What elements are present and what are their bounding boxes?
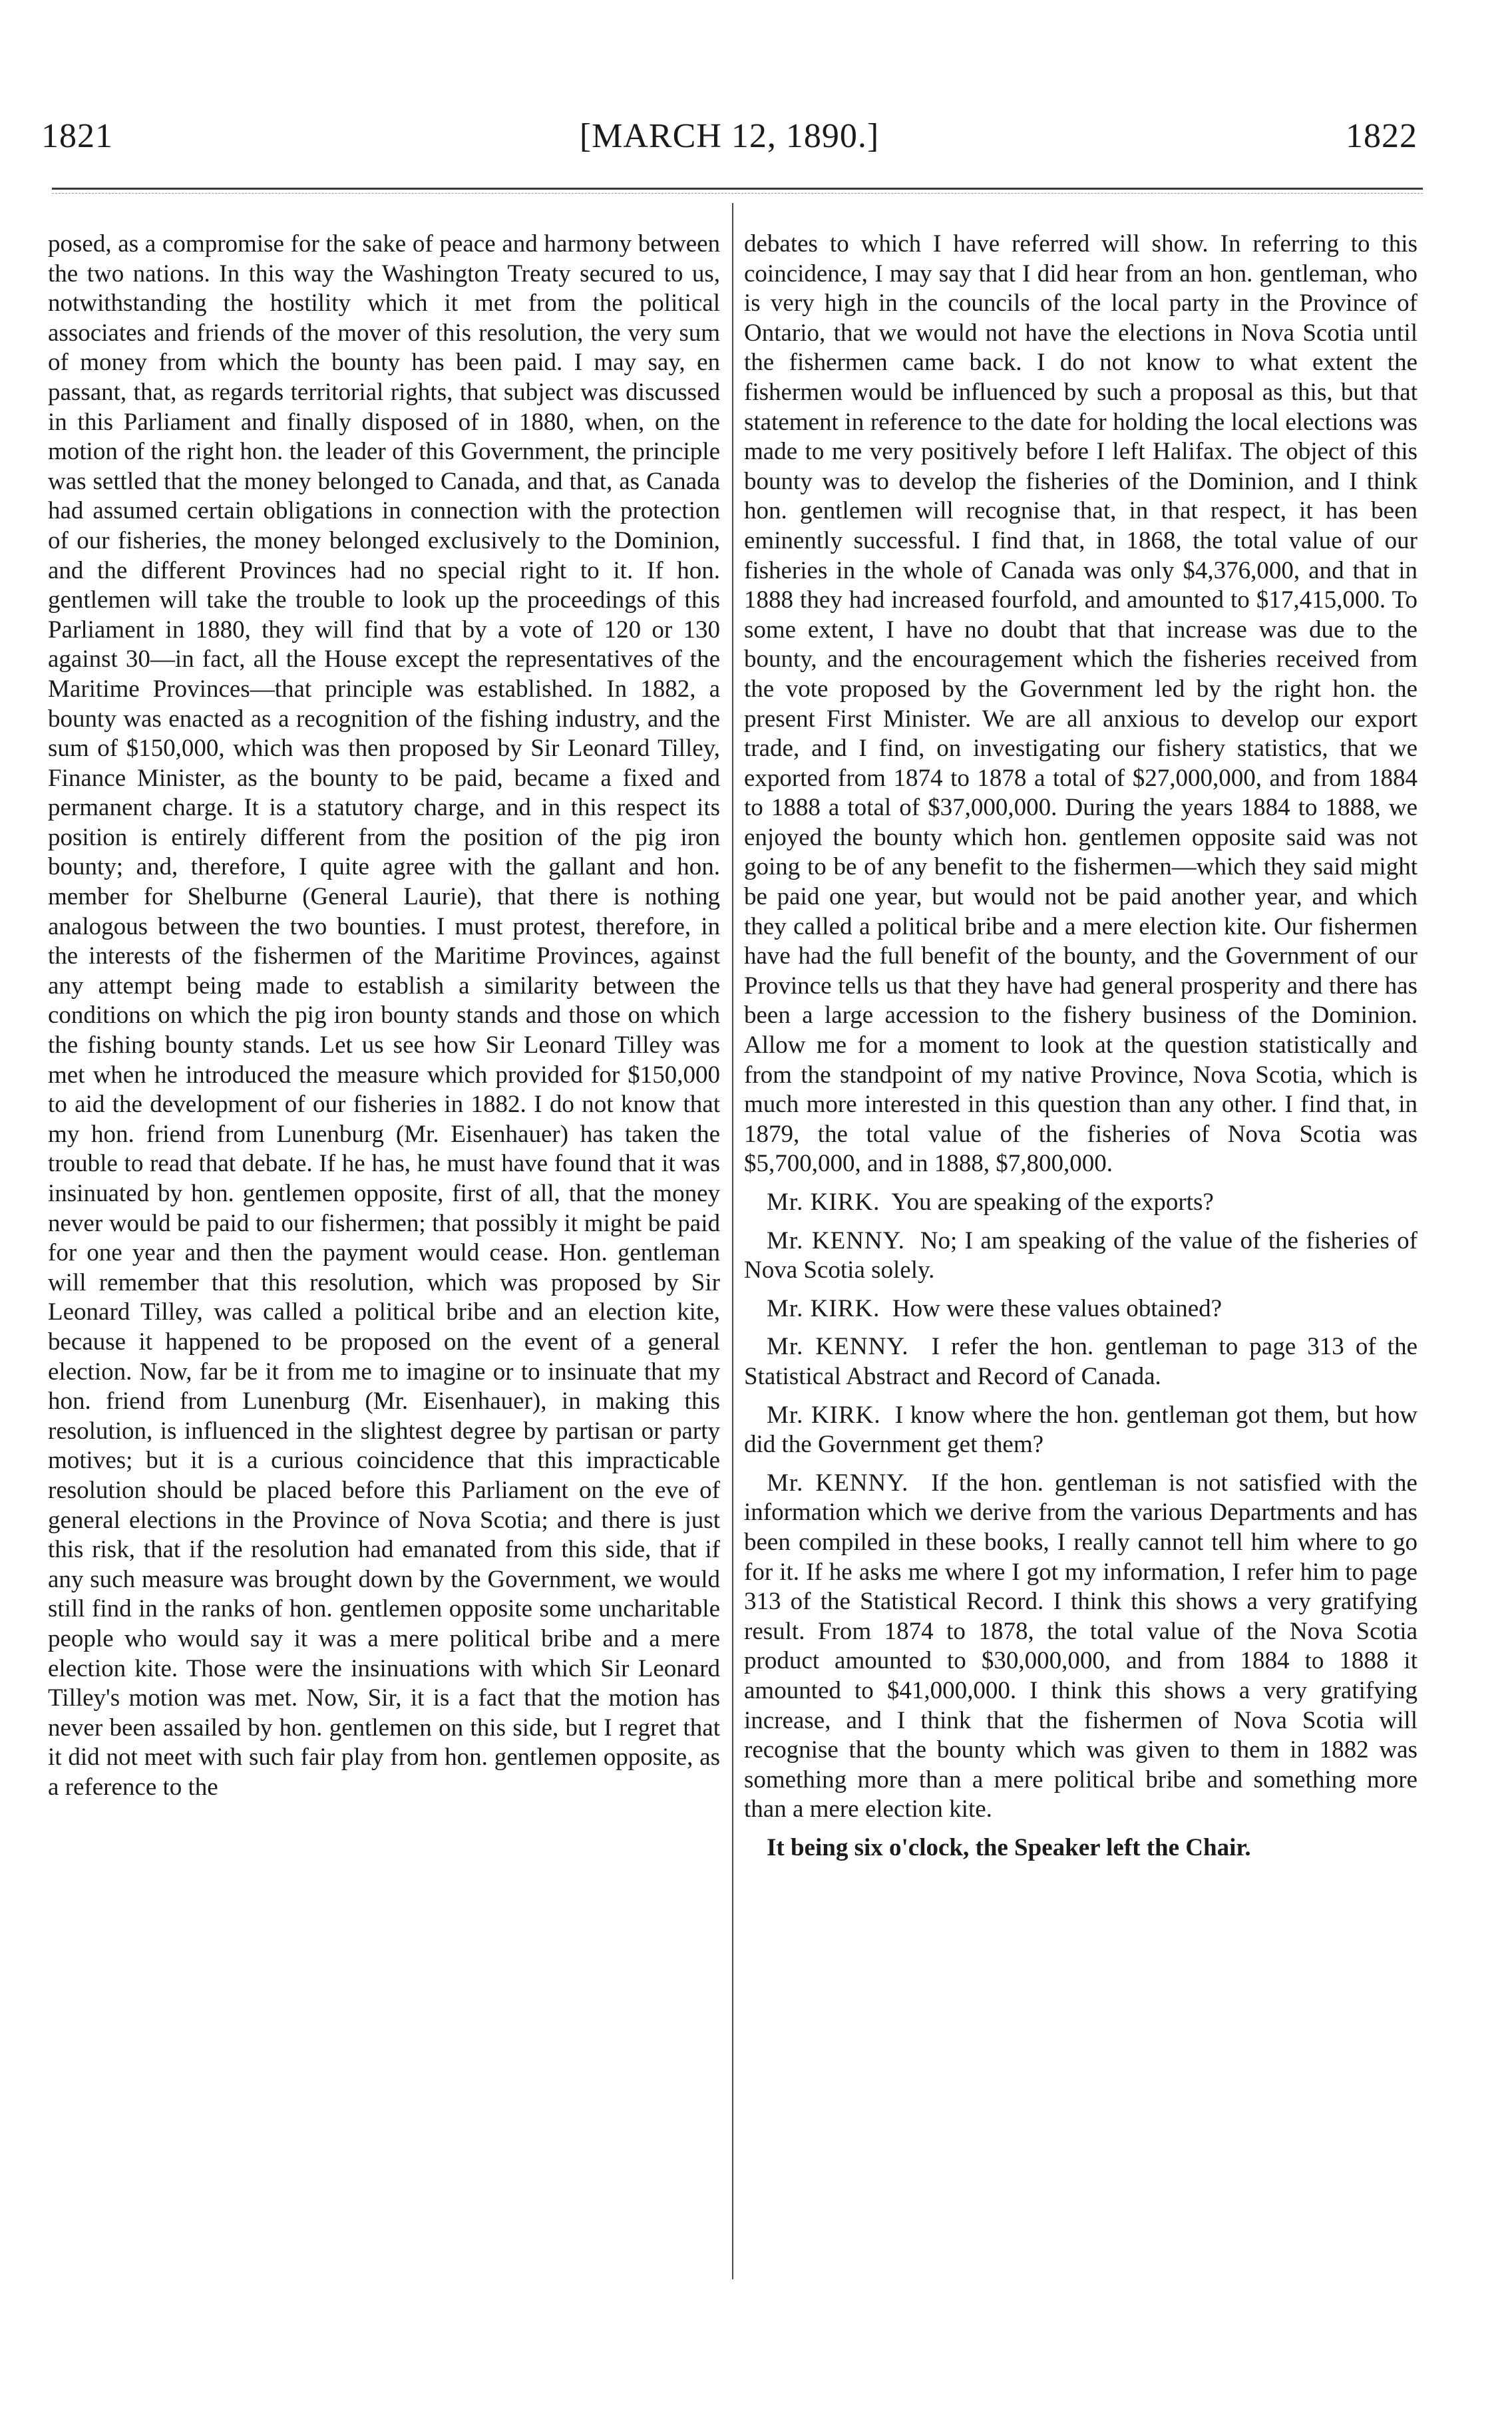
speaker-name: Mr. KENNY. [767,1226,905,1254]
page-date: [MARCH 12, 1890.] [579,117,880,155]
page-number-left: 1821 [41,117,113,155]
page-number-right: 1822 [1346,117,1418,155]
speech-kirk-2 [744,1294,1418,1324]
right-paragraph: debates to which I have referred will show. In referring to this coincidence, I may say that I did hear from an hon. gentleman, who is very high in the councils of the local party in the Province of Ontario, that we would not have the elections in Nova Scotia until the fishermen came back. I do not know to what extent the fishermen would be influenced by such a proposal as this, but that statement in reference to the date for holding the local elections was made to me very positively before I left Halifax. The object of this bounty was to develop the fisheries of the Dominion, and I think hon. gentlemen will recognise that, in that respect, it has been eminently successful. I find that, in 1868, the total value of our fisheries in the whole of Canada was only $4,376,000, and that in 1888 they had increased fourfold, and amounted to $17,415,000. To some extent, I have no doubt that that increase was due to the bounty, and the encouragement which the fisheries received from the vote proposed by the Government led by the right hon. the present First Minister. We are all anxious to develop our export trade, and I find, on investigating our fishery statistics, that we exported from 1874 to 1878 a total of $27,000,000, and from 1884 to 1888 a total of $37,000,000. During the years 1884 to 1888, we enjoyed the bounty which hon. gentlemen opposite said was not going to be of any benefit to the fishermen—which they said might be paid one year, but would not be paid another year, and which they called a political bribe and a mere election kite. Our fishermen have had the full benefit of the bounty, and the Government of our Province tells us that they have had general prosperity and there has been a large accession to the fishery business of the Dominion. Allow me for a moment to look at the question statistically and from the standpoint of my native Province, Nova Scotia, which is much more interested in this question than any other. I find that, in 1879, the total value of the fisheries of Nova Scotia was $5,700,000, and in 1888, $7,800,000. [744,230,1418,1178]
speech-kenny-2 [744,1332,1418,1392]
speech-kirk-3 [744,1401,1418,1460]
speech-text: You are speaking of the exports? [891,1189,1214,1216]
speech-text: I know where the hon. gentleman got them, but how did the Government get them? [744,1401,1418,1459]
speaker-name: Mr. KIRK. [767,1401,881,1429]
speech-kenny-1 [744,1226,1418,1286]
speaker-name: Mr. KIRK. [767,1294,880,1322]
speech-text: If the hon. gentleman is not satisfied with the information which we derive from the various Departments and has been compiled in these books, I really cannot tell him where to go for it. If he asks me where I got my information, I refer him to page 313 of the Statistical Record. I think this shows a very gratifying result. From 1874 to 1878, the total value of the Nova Scotia product amounted to $30,000,000, and from 1884 to 1888 it amounted to $41,000,000. I think this shows a very gratifying increase, and I think that the fishermen of Nova Scotia will recognise that the bounty which was given to them in 1882 was something more than a mere political bribe and something more than a mere election kite. [744,1469,1418,1823]
closing-line: It being six o'clock, the Speaker left the Chair. [767,1833,1251,1861]
speaker-name: Mr. KENNY. [767,1333,909,1361]
speech-text: I refer the hon. gentleman to page 313 of the Statistical Abstract and Record of Canada. [744,1333,1418,1390]
left-column [48,230,720,2299]
speech-kirk-1 [744,1188,1418,1218]
page-header [41,110,1418,163]
header-rule-secondary [52,193,1423,194]
column-divider [732,203,733,2279]
right-column [744,230,1418,2299]
speech-text: How were these values obtained? [892,1294,1223,1322]
left-paragraph: posed, as a compromise for the sake of peace and harmony between the two nations. In this way the Washington Treaty secured to us, notwithstanding the hostility which it met from the political associates and friends of the mover of this resolution, the very sum of money from which the bounty has been paid. I may say, en passant, that, as regards territorial rights, that subject was discussed in this Parliament and finally disposed of in 1880, when, on the motion of the right hon. the leader of this Government, the principle was settled that the money belonged to Canada, and that, as Canada had assumed certain obligations in connection with the protection of our fisheries, the money belonged exclusively to the Dominion, and the different Provinces had no special right to it. If hon. gentlemen will take the trouble to look up the proceedings of this Parliament in 1880, they will find that by a vote of 120 or 130 against 30—in fact, all the House except the representatives of the Maritime Provinces—that principle was established. In 1882, a bounty was enacted as a recognition of the fishing industry, and the sum of $150,000, which was then proposed by Sir Leonard Tilley, Finance Minister, as the bounty to be paid, became a fixed and permanent charge. It is a statutory charge, and in this respect its position is entirely different from the position of the pig iron bounty; and, therefore, I quite agree with the gallant and hon. member for Shelburne (General Laurie), that there is nothing analogous between the two bounties. I must protest, therefore, in the interests of the fishermen of the Maritime Provinces, against any attempt being made to establish a similarity between the conditions on which the pig iron bounty stands and those on which the fishing bounty stands. Let us see how Sir Leonard Tilley was met when he introduced the measure which provided for $150,000 to aid the development of our fisheries in 1882. I do not know that my hon. friend from Lunenburg (Mr. Eisenhauer) has taken the trouble to read that debate. If he has, he must have found that it was insinuated by hon. gentlemen opposite, first of all, that the money never would be paid to our fishermen; that possibly it might be paid for one year and then the payment would cease. Hon. gentleman will remember that this resolution, which was proposed by Sir Leonard Tilley, was called a political bribe and an election kite, because it happened to be proposed on the event of a general election. Now, far be it from me to imagine or to insinuate that my hon. friend from Lunenburg (Mr. Eisenhauer), in making this resolution, is influenced in the slightest degree by partisan or party motives; but it is a curious coincidence that this impracticable resolution should be placed before this Parliament on the eve of general elections in the Province of Nova Scotia; and there is just this risk, that if the resolution had emanated from this side, that if any such measure was brought down by the Government, we would still find in the ranks of hon. gentlemen opposite some uncharitable people who would say it was a mere political bribe and a mere election kite. Those were the insinuations with which Sir Leonard Tilley's motion was met. Now, Sir, it is a fact that the motion has never been assailed by hon. gentlemen on this side, but I regret that it did not meet with such fair play from hon. gentlemen opposite, as a reference to the [48,230,720,1801]
speaker-name: Mr. KIRK. [767,1189,880,1216]
speaker-name: Mr. KENNY. [767,1469,909,1497]
header-rule [52,188,1423,190]
speech-text: No; I am speaking of the value of the fisheries of Nova Scotia solely. [744,1226,1418,1284]
speech-kenny-3 [744,1469,1418,1825]
